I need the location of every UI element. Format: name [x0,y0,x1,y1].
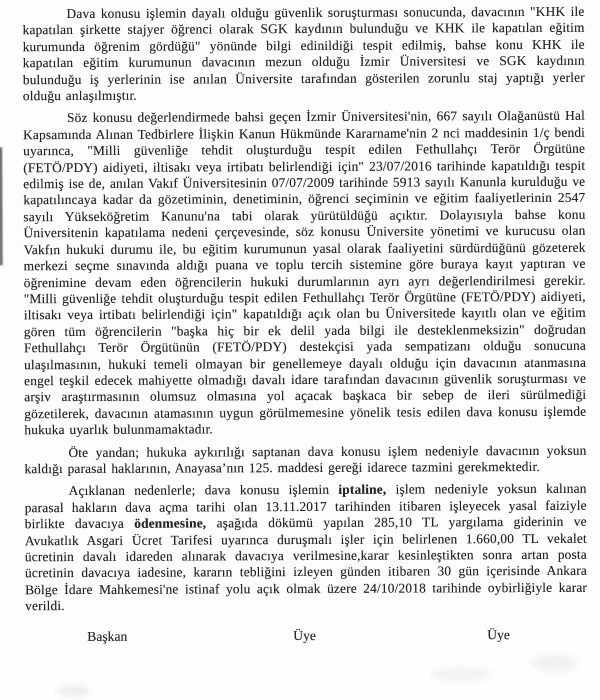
paragraph-compensation [24,442,586,477]
signature-row [25,626,587,650]
bold-text-run: iptaline, [338,481,387,498]
text-run: aşağıda dökümü yapılan 285,10 TL yargılama giderinin ve Avukatlık Asgari Ücret Tarifesi uyarınca duruşmalı işler için belirlenen 1.660,00 TL vekalet ücretinin davalı idareden alınarak davacıya verilmesine,karar kesinleştikten sonra artan posta ücretinin davacıya iadesine, kararın tebliğini izleyen günden itibaren 30 gün içerisinde Ankara Bölge İdare Mahkemesi'ne istinaf yolu açık olmak üzere 24/10/2018 tarihinde oybirliğiyle karar verildi. [24,513,588,614]
scan-smudge [56,685,90,697]
paragraph-legal-assessment [23,108,586,439]
signature-label-uye-1: Üye [293,627,316,643]
scan-edge-artifact [0,147,3,265]
text-run: Söz konusu değerlendirmede bahsi geçen İzmir Üniversitesi'nin, 667 sayılı Olağanüstü Hal Kapsamında Alınan Tedbirlere İlişkin Kanun Hükmünde Kararname'nin 2 nci maddesinin 1/ç bendi uyarınca, "Milli güvenliğe tehdit oluşturduğu tespit edilen Fethullahçı Terör Örgütüne (FETÖ/PDY) aidiyeti, iltisakı veya irtibatı belirlendiği için" 23/07/2016 tarihinde kapatıldığı tespit edilmiş ise de, anılan Vakıf Üniversitesinin 07/07/2009 tarihinde 5913 sayılı Kanunla kurulduğu ve kapatılıncaya kadar da gözetiminin, denetiminin, öğrenci seçiminin ve eğitim faaliyetlerinin 2547 sayılı Yükseköğretim Kanunu'na tabi olarak yürütüldüğü açıktır. Dolayısıyla bahse konu Üniversitenin kapatılama nedeni çerçevesinde, söz konusu Üniversite yönetimi ve kurucusu olan Vakfın hukuki durumu ile, bu eğitim kurumunun yasal olarak faaliyetini sürdürdüğünü gözeterek merkezi seçme sınavında aldığı puana ve toplu tercih sistemine göre buraya kayıt yaptıran ve öğrenimine devam eden öğrencilerin hukuki durumlarının ayrı ayrı değerlendirilmesi gerekir. "Milli güvenliğe tehdit oluşturduğu tespit edilen Fethullahçı Terör Örgütüne (FETÖ/PDY) aidiyeti, iltisakı veya irtibatı belirlendiği için" kapatıldığı açık olan bu Üniversitede kayıtlı olan ve eğitim gören tüm öğrencilerin "başka hiç bir ek delil yada bilgi ile desteklenmeksizin" doğrudan Fethullahçı Terör Örgütünün (FETÖ/PDY) destekçisi yada sempatizanı olduğu sonucuna ulaşılmasının, hukuki temeli olmayan bir genellemeye dayalı olduğu için davacının atanmasına engel teşkil edecek mahiyette olmadığı davalı idare tarafından davacının güvenlik soruşturması ve arşiv araştırmasının olumsuz olmasına yol açacak başkaca bir sebep de ileri sürülmediği gözetilerek, davacının atamasının uygun görülmemesine yönelik tesis edilen dava konusu işlemde hukuka uyarlık bulunmamaktadır. [23,108,587,438]
text-run: Dava konusu işlemin dayalı olduğu güvenlik soruşturması sonucunda, davacının "KHK ile kapatılan şirkette stajyer öğrenci olarak SGK kaydının bulunduğu ve KHK ile kapatılan eğitim kurumunda öğrenim gördüğü" yönünde bilgi edinildiği tespit edilmiş, bahse konu KHK ile kapatılan eğitim kurumunun davacının mezun olduğu İzmir Üniversitesi ve SGK kaydının bulunduğu iş yerlerinin ise anılan Üniversite tarafından gösterilen zorunlu staj yaptığı yerler olduğu anlaşılmıştır. [22,3,585,104]
text-run: işlem nedeniyle yoksun kalınan parasal hakların dava açma tarihi olan 13.11.2017 tarihinden itibaren işleyecek yasal faiziyle birlikte davacıya [24,481,587,532]
signature-label-baskan: Başkan [87,628,128,644]
bold-text-run: ödenmesine, [134,515,207,531]
scan-smudge [531,654,577,672]
decision-body [22,4,587,615]
paragraph-verdict [25,481,588,615]
text-run: Öte yandan; hukuka aykırılığı saptanan dava konusu işlem nedeniyle davacının yoksun kaldığı parasal haklarının, Anayasa’nın 125. maddesi gereği idarece tazmini gerekmektedir. [24,442,587,477]
signature-label-uye-2: Üye [487,626,510,642]
paragraph-security-investigation-findings [22,4,584,105]
text-run: Açıklanan nedenlerle; dava konusu işlemin [68,482,339,499]
scan-smudge [431,667,491,681]
